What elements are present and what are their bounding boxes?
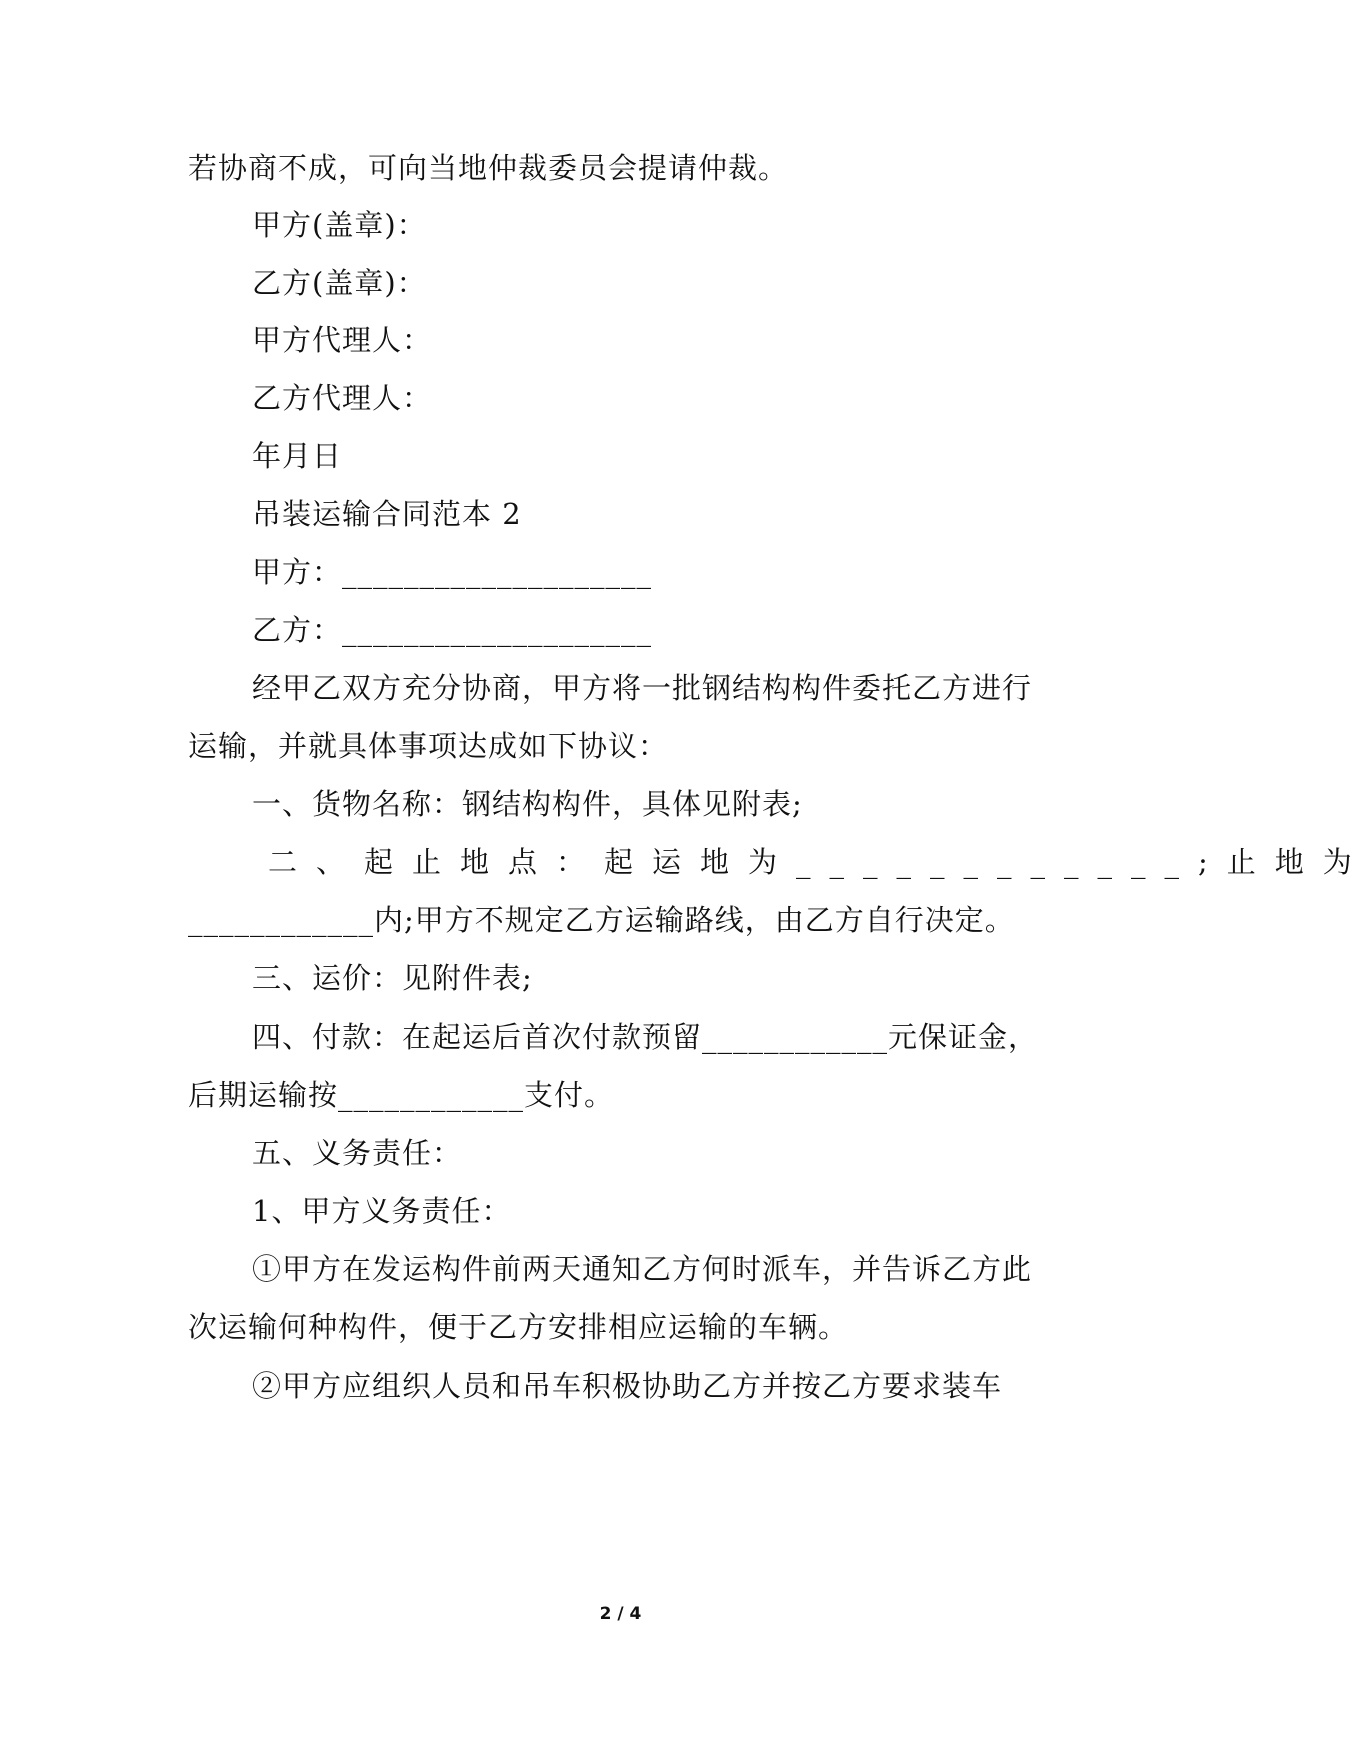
text-line: 经甲乙双方充分协商，甲方将一批钢结构构件委托乙方进行	[252, 671, 1033, 705]
text-line: 二、起止地点：起运地为____________;止地为	[268, 845, 1371, 879]
page-number: 2 / 4	[599, 1604, 642, 1624]
text-line: 甲方(盖章)：	[252, 208, 427, 242]
text-line: 甲方：____________________	[252, 555, 653, 589]
text-line: ①甲方在发运构件前两天通知乙方何时派车，并告诉乙方此	[252, 1252, 1033, 1286]
text-line: 1、甲方义务责任：	[252, 1194, 512, 1228]
text-line: 年月日	[252, 439, 343, 473]
text-line: 乙方：____________________	[252, 613, 653, 647]
text-line: 后期运输按____________支付。	[188, 1078, 615, 1112]
text-line: 一、货物名称：钢结构构件，具体见附表;	[252, 787, 803, 821]
text-line: 五、义务责任：	[252, 1136, 463, 1170]
text-line: 甲方代理人：	[252, 323, 433, 357]
text-line: ②甲方应组织人员和吊车积极协助乙方并按乙方要求装车	[252, 1369, 1003, 1403]
text-line: 乙方代理人：	[252, 381, 433, 415]
text-line: 若协商不成，可向当地仲裁委员会提请仲裁。	[188, 151, 789, 185]
text-line: 运输，并就具体事项达成如下协议：	[188, 729, 669, 763]
section-title: 吊装运输合同范本 2	[252, 497, 522, 531]
text-line: ____________内;甲方不规定乙方运输路线，由乙方自行决定。	[188, 903, 1015, 937]
text-line: 三、运价：见附件表;	[252, 961, 533, 995]
text-line: 次运输何种构件，便于乙方安排相应运输的车辆。	[188, 1310, 849, 1344]
text-line: 四、付款：在起运后首次付款预留____________元保证金，	[252, 1020, 1039, 1054]
text-line: 乙方(盖章)：	[252, 266, 427, 300]
